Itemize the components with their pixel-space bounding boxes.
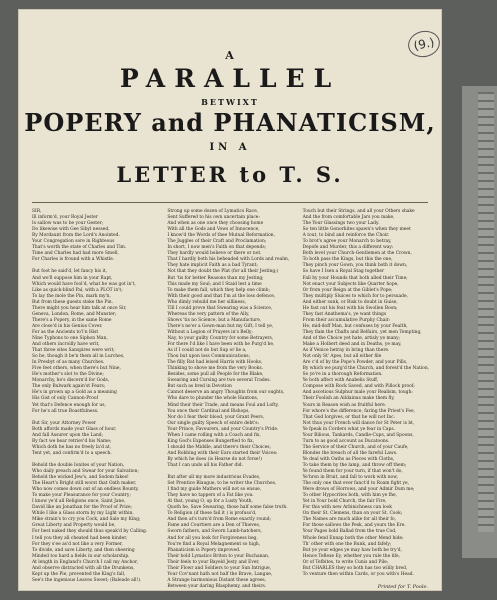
- verse-line: Whereas the very pattern of the Ally,: [167, 311, 250, 317]
- handwritten-mark: (9.): [406, 28, 443, 60]
- verse-line: Blondes the breach of all the fareful Laws.: [302, 450, 398, 456]
- verse-line: Depofe and Murder, this a different way:: [302, 245, 394, 251]
- verse-line: Besides, some pull all People for the Blake,: [167, 372, 264, 378]
- verse-line: Their feels to your Bayeld Jesty and Ever,: [167, 559, 260, 565]
- verse-line: King God's Expenses Bungerfied to fix,: [167, 438, 255, 444]
- verse-line: Who dare to plunder the whole Hantons,: [167, 396, 259, 402]
- verse-line: Your Cov'nant hath not half the Brave, Langue,: [167, 571, 273, 577]
- verse-line: A Strange harmonious Distant these agrees,: [167, 577, 267, 583]
- verse-line: To both pass the Kings, but this the one,: [302, 257, 393, 263]
- verse-line: Mind their their Trade, and means Foul and Lofty,: [167, 402, 279, 408]
- title-rule: [32, 202, 428, 203]
- verse-line: Th' other with one the Bunk, and fafely;: [302, 541, 392, 547]
- text-column-right: [303, 209, 432, 581]
- title-in-a: IN A: [209, 142, 251, 153]
- verse-line: As if Venice betray in bring than there.: [302, 348, 390, 354]
- verse-line: Nine Typhons to one Siphon Man,: [32, 335, 108, 341]
- verse-line: David like an Jonathan for the Proof of Prize;: [32, 505, 133, 511]
- verse-line: That I can undo all his Father did.: [167, 462, 243, 468]
- text-column-middle: [167, 209, 296, 589]
- verse-line: For as the Ancients to'l'n Hist: [32, 329, 99, 335]
- verse-line: Their Foolish an Aildainus make them fly,: [302, 396, 395, 402]
- verse-line: And we'll suppose him in your Rapt,: [32, 275, 113, 281]
- verse-line: So have I Isen a Royal Stag together: [302, 269, 385, 275]
- verse-line: Till I could prove that Swearing was a Science,: [167, 305, 273, 311]
- verse-line: There might you hear him talk at once Sir,: [32, 305, 127, 311]
- verse-line: To divide, and save Liberty, and then sheering: [32, 547, 135, 553]
- verse-line: Our single guilty Speech of entire debt's:: [167, 420, 260, 426]
- verse-line: Were drows of Horrows, and your Admir Dum me;: [302, 487, 415, 493]
- verse-line: He, mid-doff Man, but confuses by your Fealth,: [302, 323, 408, 329]
- verse-line: Your Bilious, Tankards, Candle-Cups, and Spoons,: [302, 432, 414, 438]
- verse-line: And when as one once they choosing home: [167, 221, 264, 227]
- verse-line: With all the Gods and Vows of Innocence,: [167, 227, 260, 233]
- verse-line: Not that they doubt the Plat (for all their Jesting;): [167, 269, 279, 275]
- verse-line: Not enact your Subjects like Quarter hope,: [302, 281, 399, 287]
- verse-line: A tout, to bind and reinforce the Choir.: [302, 233, 390, 239]
- verse-line: That's worth the state of Charles and Tim.: [32, 245, 127, 251]
- verse-line: Which doth he has no freely la'd at,: [32, 444, 112, 450]
- verse-line: By fact we hear retriev'd his Name;: [32, 438, 112, 444]
- verse-line: By which we purg'd the Church, and forest'd the Nation,: [302, 366, 430, 372]
- verse-line: The Your Glassings two your Lady.: [302, 221, 380, 227]
- verse-line: The only one that ever fanct'd to Roam fight ye,: [302, 481, 410, 487]
- verse-line: To make your Pleasurance for your Country;: [32, 493, 131, 499]
- verse-line: And for all you look for Forgiveness beg,: [167, 535, 258, 541]
- verse-line: The Service of their Church, and of your Caufe,: [302, 444, 409, 450]
- verse-line: For there I'd like I have been with he Purg'd be,: [167, 342, 275, 348]
- verse-line: The Juggles of their Craft and Proclamation;: [167, 239, 267, 245]
- title-article: A: [225, 49, 235, 62]
- verse-line: I tell you they all cheated had been kinder,: [32, 535, 128, 541]
- verse-line: Minded too hard a fields in our scholarship.: [32, 553, 130, 559]
- verse-line: Both level your Church-Gentlemen at the Crown,: [302, 251, 412, 257]
- verse-line: Mike strain's to cry you Cock, and Sale my King;: [32, 517, 141, 523]
- verse-line: To lay the mole the Pin, mark my'n,: [32, 293, 111, 299]
- verse-line: But ye your edges ye may haw both be try'd,: [302, 547, 402, 553]
- verse-line: Do likewise with Gee Sibyl nessed,: [32, 227, 110, 233]
- verse-line: The only Bulwark again'st Fears;: [32, 384, 106, 390]
- verse-line: There's a Popery, in the same Rome: [32, 317, 112, 323]
- verse-line: Shows 'tis no Science, but a Manufacture,: [167, 317, 262, 323]
- verse-line: By which he does (is Hearse do not forse!): [167, 456, 262, 462]
- verse-line: Fall by your Hounds that both alled their Time;: [302, 275, 408, 281]
- verse-line: And then at's turn'd from Rome exactly round;: [167, 517, 272, 523]
- verse-line: Compose with Rock Saved, and with Pillock proof;: [302, 384, 415, 390]
- verse-line: SIR,: [32, 209, 42, 214]
- verse-line: But 'tis for better Reasons than my Jesting;: [167, 275, 264, 281]
- verse-line: Or from your Reign at the Giblet's Pope;: [302, 287, 393, 293]
- verse-line: Who now comes down out of an endless Bounty,: [32, 487, 139, 493]
- verse-line: This made my Soul; and I Staid lest a time: [167, 281, 262, 287]
- verse-line: Five feet others, when there's but Nine,: [32, 366, 121, 372]
- verse-line: They have no tappers of a Fat like you.: [167, 493, 254, 499]
- verse-line: In short, I now men's Faith on that depends;: [167, 245, 267, 251]
- verse-line: The Names are much alike for all their fo,: [302, 517, 397, 523]
- verse-line: At that, young O, up for a Lusty Youth,: [167, 499, 253, 505]
- verse-line: And ascetious Sulphur male your Realism, tough:: [302, 390, 413, 396]
- verse-line: Not thus your French will dance for St Peter is bt,: [302, 420, 415, 426]
- verse-line: Their Flowr and Soldiers to your Sun Intrigue,: [167, 565, 271, 571]
- verse-line: By Mordaunt from the Lord's Anointed.: [32, 233, 120, 239]
- verse-line: Nay, to your guilty Country for some Betrayers,: [167, 335, 274, 341]
- verse-line: Ye'hrsn in Bruit, and fall to work with now,: [302, 475, 398, 481]
- verse-line: And Robbing with their Ears started their Voices:: [167, 450, 278, 456]
- verse-line: Who dimly rebuild me her silliness,: [167, 299, 246, 305]
- verse-line: Cannot deserve an angry Thoughts from our oughts,: [167, 390, 285, 396]
- verse-line: With their good and that I'm at the loss defence,: [167, 293, 276, 299]
- verse-line: And others incroilly have writ,: [32, 342, 100, 348]
- title-letter: LETTER to T. S.: [116, 162, 344, 187]
- verse-line: I should the Middle, and there's their Choices,: [167, 444, 271, 450]
- verse-line: From their accumulative Purphy Chair:: [302, 317, 391, 323]
- verse-line: I find my guide Mathers will not so ensue,: [167, 487, 262, 493]
- verse-line: Without a Legion of Prayers in's Belly;: [167, 329, 253, 335]
- verse-line: Tent yet, and confirm'd to a speech.: [32, 450, 112, 456]
- ruler-ticks: [478, 92, 494, 532]
- verse-line: For they s'ee as'd not like a very Former,: [32, 541, 123, 547]
- verse-line: To venture then within Cards, or you with's Head.: [302, 571, 414, 577]
- verse-line: The filly Rat had leised Harris with Hooks,: [167, 360, 263, 366]
- title-parallel: PARALLEL: [119, 64, 341, 93]
- verse-line: So ye're in a thorough Reformation.: [302, 372, 383, 378]
- verse-line: Is sallow was to be your Gester;: [32, 221, 104, 227]
- verse-line: I know'd the Words of thee Mutual Reformation,: [167, 233, 276, 239]
- verse-line: Turn to as good account as Ducatoons.: [302, 438, 390, 444]
- verse-line: Thinking to shove me from the very Books.: [167, 366, 263, 372]
- verse-line: Between your daring Blasphemy, and theirs.: [167, 583, 267, 589]
- verse-line: The Heart's Bright still worst that Oath maker,: [32, 481, 137, 487]
- verse-line: Your Pages bold Ballad from the true Cod,: [302, 529, 397, 535]
- verse-line: Set Prentice Blaugue, to be writer the Churches,: [167, 481, 277, 487]
- verse-line: Or of Tefbites, to write Cunis and Pile;: [302, 559, 389, 565]
- imprint: Printed for T. Poole.: [377, 584, 428, 590]
- verse-line: But CHARLES they so both has too wilily bred,: [302, 565, 408, 571]
- verse-line: But Sir, your Attorney Power: [32, 420, 97, 426]
- verse-line: That I hardly both his beheaded with Lords and realm,: [167, 257, 290, 263]
- verse-line: Who daily preach and Swear for your Salvation;: [32, 469, 139, 475]
- verse-line: Ye both affect with Anabelis Stuff,: [302, 378, 379, 384]
- verse-line: They fast Anathema's, ye want things: [302, 311, 387, 317]
- verse-line: Behold the wicked Jew's, and Sodom fakes!: [32, 475, 129, 481]
- verse-line: Yet that's Defence enough for us,: [32, 402, 106, 408]
- verse-line: To Religion (if these fail it ) is profuss'd,: [167, 511, 257, 517]
- verse-line: Quoth he, Save Swearing, those half some false truth.: [167, 505, 288, 511]
- verse-line: Phanaticism is Popery improved.: [167, 547, 241, 553]
- verse-line: See's the ingenious Leaves Sweet; (Baleade all!).: [32, 577, 142, 583]
- verse-line: Fame and Courtiers are a Den of Thieves,: [167, 523, 261, 529]
- verse-line: At length in England's Church I call my Anchor,: [32, 559, 139, 565]
- verse-line: Are c'd of by the Pope's Powder, and your Pills,: [302, 360, 408, 366]
- verse-line: He's in grown up a Gold as a meaning: [32, 390, 117, 396]
- verse-line: For those sallows the Pesk, and yours the Ere.: [302, 523, 406, 529]
- verse-line: Hence Teflexe Ey, whether you rule the life,: [302, 553, 400, 559]
- verse-line: Their bold Lymatics Briton to your Buchanan,: [167, 553, 270, 559]
- verse-line: He's mother's slot to the Divine;: [32, 372, 104, 378]
- verse-line: There's ne'er a Gown-man but my Gift, I tell ye,: [167, 323, 274, 329]
- broadside-sheet: [18, 9, 442, 591]
- verse-line: He fast out his feat with his Swollen Boon;: [302, 305, 398, 311]
- verse-line: In Presbyt of as many Churches.: [32, 360, 105, 366]
- verse-line: And fall Assurer upon the Land;: [32, 432, 104, 438]
- verse-line: But after all my more industrious Evades,: [167, 475, 261, 481]
- verse-line: But foot he said'd, let fancy his it,: [32, 269, 108, 275]
- verse-line: Time and Charles had had more Smell,: [32, 251, 119, 257]
- title-popery: POPERY and PHANATICISM,: [24, 108, 436, 137]
- verse-line: And observe distracted with all the Drunkens,: [32, 565, 135, 571]
- verse-line: You once their Cardinal and Bishops,: [167, 408, 250, 414]
- verse-line: To other Hypocrites both, with him ye fhe,: [302, 493, 398, 499]
- verse-line: Your Prince, Favourers, and your Country's Pride.: [167, 426, 279, 432]
- verse-line: Ill inform'd, your Royal Jester: [32, 215, 98, 221]
- verse-line: But such as bred in Devotion: [167, 384, 232, 390]
- verse-line: Nor do I fear their blood, your Grant Peers,: [167, 414, 265, 420]
- verse-line: On their St. Clemens, than on your St. Cook;: [302, 511, 403, 517]
- verse-line: Yours in Reason wish as fruitful here.: [302, 402, 387, 408]
- verse-line: Sent Suffered to his own uncertain place:: [167, 215, 260, 221]
- verse-line: Yet in Your bold Church, the fair Fire,: [302, 499, 387, 505]
- verse-line: For Charles is fround with a Whistle.: [32, 257, 115, 263]
- verse-line: Thou but upon loss Communications;: [167, 354, 251, 360]
- verse-line: Ye deal with Oaths as Pieces with Cloths,: [302, 456, 395, 462]
- verse-line: They hate implicit Faith as a bad Tyrant;: [167, 263, 258, 269]
- verse-line: Both affords made your Glass of hour,: [32, 426, 117, 432]
- verse-line: For he's all true Boastfulness.: [32, 408, 99, 414]
- verse-line: And either sunk, or Risk to doubt in Guise,: [302, 299, 398, 305]
- verse-line: You're find a Royal Melagnement so high,: [167, 541, 261, 547]
- verse-line: Like as quick-blind Pal, with a PLOT in't;: [32, 287, 123, 293]
- verse-line: They flam the Chafts and Belfairs, yet men Tempting,: [302, 329, 422, 335]
- verse-line: Monarchy, he's discern'd for Gods,: [32, 378, 110, 384]
- verse-line: Ye found them for your turn, if that won't do,: [302, 469, 403, 475]
- verse-line: And of the Choice yet hate, artisly ye many;: [302, 335, 401, 341]
- verse-line: Make a Holbert deed and in Deaths, ye may,: [302, 342, 402, 348]
- verse-line: To make them fall, which they help one climb;: [167, 287, 270, 293]
- title-betwixt: BETWIXT: [201, 97, 259, 107]
- verse-line: Whole fend Ennap both the other Mend hide;: [302, 535, 404, 541]
- verse-line: Kept up the Pie, prevented the King's fall,: [32, 571, 126, 577]
- verse-line: As if I could not do but Sup or lie a,: [167, 348, 247, 354]
- verse-line: Geneva, London, Rome, and Munster;: [32, 311, 117, 317]
- verse-line: When I came rolling with a Coach and fix,: [167, 432, 261, 438]
- verse-line: Swearing and Cursing are two several Trades.: [167, 378, 271, 384]
- verse-line: For this with new Arbinichness can look: [302, 505, 392, 511]
- verse-line: And the from comfortable Jars you make,: [302, 215, 395, 221]
- verse-line: They pinch your Gown, you think both it down,: [302, 263, 408, 269]
- verse-line: So ten little Gonorhites spawn's when they meet: [302, 227, 411, 233]
- verse-line: But from these guests stoke the Pin.: [32, 299, 113, 305]
- verse-line: For whore's the difference, faring the Priest's Fee,: [302, 408, 415, 414]
- text-column-left: [32, 209, 161, 581]
- verse-line: Sworn fathers, and Sworn Lamb-hatchers,: [167, 529, 262, 535]
- verse-line: To brot's agree your Monarch to betray,: [302, 239, 392, 245]
- verse-line: So he, though it be'n them all in Lurches,: [32, 354, 125, 360]
- verse-line: That three sites Sanspires were writ;: [32, 348, 115, 354]
- verse-line: Are close'd in his Genius Cover.: [32, 323, 103, 329]
- verse-line: Which would have fool'd, what he was got in't,: [32, 281, 136, 287]
- verse-line: That God Iorgives, or that he will not Inc.: [302, 414, 396, 420]
- verse-line: For best naked they should thus speak'd by Calling.: [32, 529, 148, 535]
- verse-line: Your Congregation sore in Righteous: [32, 239, 115, 245]
- verse-line: I know ye'd all Religions once, Saint Jane,: [32, 499, 126, 505]
- verse-line: His Gist of only Cannon-Proof: [32, 396, 99, 402]
- verse-line: Not only St' Apes, but all either file: [302, 354, 382, 360]
- verse-line: Touch but their Strings, and all your Others shake: [302, 209, 415, 214]
- verse-line: Behold the double Ionites of your Nation,: [32, 462, 125, 468]
- verse-line: Ye fpeak in Corders what ye fear in Caps.: [302, 426, 395, 432]
- verse-line: They multiply Sluices to which for to persuade,: [302, 293, 408, 299]
- verse-line: Strong up some dozen of Lymatics Race,: [167, 209, 259, 214]
- verse-line: To take them by the lamp, and throw off them;: [302, 462, 407, 468]
- verse-line: While I like a Glass storm by my Light within,: [32, 511, 134, 517]
- verse-line: Great Liberty and Property would be,: [32, 523, 116, 529]
- verse-line: They hardly would believe or there or not.: [167, 251, 262, 257]
